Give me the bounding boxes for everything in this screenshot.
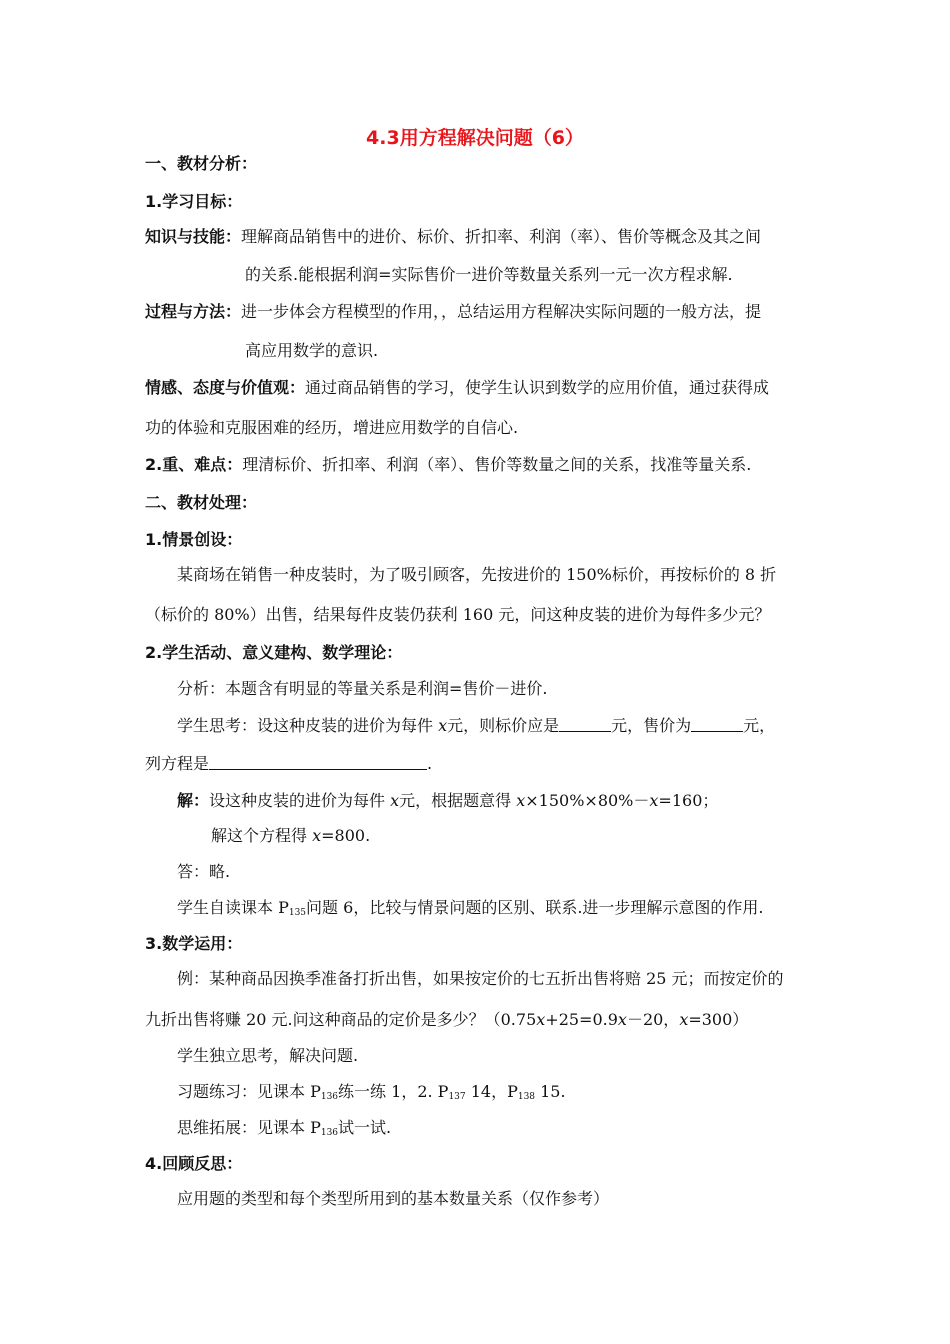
example-text: 例：某种商品因换季准备打折出售，如果按定价的七五折出售将赔 25 元；而按定价的 bbox=[177, 969, 784, 988]
goal-process bbox=[145, 302, 761, 322]
practice-exercises bbox=[177, 1082, 566, 1107]
scenario-text: 某商场在销售一种皮装时，为了吸引顾客，先按进价的 150%标价，再按标价的 8 折 bbox=[177, 565, 777, 584]
goal-knowledge-label: 知识与技能： bbox=[145, 227, 242, 246]
subheading-math-application: 3.数学运用： bbox=[145, 934, 243, 953]
variable-x: x bbox=[516, 791, 526, 810]
solve-equation-line bbox=[211, 826, 370, 846]
variable-x: x bbox=[536, 1010, 546, 1029]
thinking-text: 学生思考：设这种皮装的进价为每件 bbox=[177, 716, 439, 735]
section-heading-textbook-analysis: 一、教材分析： bbox=[145, 154, 258, 173]
goal-knowledge-text-cont: 的关系.能根据利润=实际售价一进价等数量关系列一元一次方程求解. bbox=[245, 265, 733, 284]
key-points-label: 2.重、难点： bbox=[145, 455, 243, 474]
variable-x: x bbox=[679, 1010, 689, 1029]
extension-text: 试一试. bbox=[338, 1118, 392, 1137]
solve-text: 解这个方程得 bbox=[211, 826, 313, 845]
subheading-student-activity: 2.学生活动、意义建构、数学理论： bbox=[145, 643, 403, 662]
goal-emotion-text: 通过商品销售的学习，使学生认识到数学的应用价值，通过获得成 bbox=[305, 378, 770, 397]
equation-prompt bbox=[145, 754, 432, 774]
review-text: 应用题的类型和每个类型所用到的基本数量关系（仅作参考） bbox=[177, 1189, 610, 1208]
solve-text: =800. bbox=[321, 826, 371, 845]
variable-x: x bbox=[617, 1010, 627, 1029]
self-reading bbox=[177, 898, 764, 923]
subheading-review: 4.回顾反思： bbox=[145, 1154, 243, 1173]
page-subscript: 138 bbox=[517, 1092, 536, 1102]
subheading-learning-goals: 1.学习目标： bbox=[145, 192, 243, 211]
goal-process-text-cont: 高应用数学的意识. bbox=[245, 341, 379, 360]
subheading-scenario: 1.情景创设： bbox=[145, 530, 243, 549]
key-points-text: 理清标价、折扣率、利润（率）、售价等数量之间的关系，找准等量关系. bbox=[242, 455, 752, 474]
goal-process-text: 进一步体会方程模型的作用，，总结运用方程解决实际问题的一般方法，提 bbox=[241, 302, 762, 321]
practice-text: 15. bbox=[535, 1082, 566, 1101]
self-reading-text: 学生自读课本 P bbox=[177, 898, 289, 917]
goal-process-label: 过程与方法： bbox=[145, 302, 242, 321]
solution-line bbox=[177, 791, 718, 811]
solution-text: =160； bbox=[658, 791, 719, 810]
solution-text: 元，根据题意得 bbox=[399, 791, 517, 810]
self-reading-text: 问题 6，比较与情景问题的区别、联系.进一步理解示意图的作用. bbox=[306, 898, 764, 917]
key-points bbox=[145, 455, 751, 475]
practice-text: 习题练习：见课本 P bbox=[177, 1082, 321, 1101]
blank-equation bbox=[209, 754, 427, 770]
page-subscript: 137 bbox=[448, 1092, 466, 1102]
practice-text: 14，P bbox=[465, 1082, 518, 1101]
thinking-text: 元， bbox=[743, 716, 776, 735]
solution-text: 设这种皮装的进价为每件 bbox=[209, 791, 391, 810]
analysis-text: 分析：本题含有明显的等量关系是利润=售价－进价. bbox=[177, 679, 548, 698]
blank-marked-price bbox=[559, 716, 611, 732]
example-text: =300） bbox=[688, 1010, 749, 1029]
goal-emotion-text-cont: 功的体验和克服困难的经历，增进应用数学的自信心. bbox=[145, 418, 519, 437]
variable-x: x bbox=[312, 826, 322, 845]
scenario-text-cont: （标价的 80%）出售，结果每件皮装仍获利 160 元，问这种皮装的进价为每件多少元？ bbox=[145, 605, 771, 624]
goal-emotion-label: 情感、态度与价值观： bbox=[145, 378, 306, 397]
variable-x: x bbox=[390, 791, 400, 810]
section-heading-processing: 二、教材处理： bbox=[145, 493, 258, 512]
blank-selling-price bbox=[691, 716, 743, 732]
thinking-text: 元，售价为 bbox=[611, 716, 692, 735]
example-text-cont bbox=[145, 1010, 748, 1030]
goal-knowledge-text: 理解商品销售中的进价、标价、折扣率、利润（率）、售价等概念及其之间 bbox=[241, 227, 762, 246]
example-text: +25=0.9 bbox=[545, 1010, 618, 1029]
equation-prompt-text: 列方程是 bbox=[145, 754, 210, 773]
page-subscript: 136 bbox=[320, 1128, 339, 1138]
page-subscript: 135 bbox=[288, 908, 307, 918]
page-subscript: 136 bbox=[320, 1092, 339, 1102]
variable-x: x bbox=[649, 791, 659, 810]
practice-text: 练一练 1，2. P bbox=[338, 1082, 449, 1101]
independent-thinking: 学生独立思考，解决问题. bbox=[177, 1046, 359, 1065]
page-title: 4.3用方程解决问题（6） bbox=[366, 127, 584, 149]
answer-text: 答：略. bbox=[177, 862, 231, 881]
goal-emotion bbox=[145, 378, 769, 398]
thinking-extension bbox=[177, 1118, 391, 1143]
example-text: －20， bbox=[626, 1010, 680, 1029]
variable-x: x bbox=[438, 716, 448, 735]
thinking-text: 元，则标价应是 bbox=[447, 716, 560, 735]
equation-prompt-text: . bbox=[427, 754, 433, 773]
extension-text: 思维拓展：见课本 P bbox=[177, 1118, 321, 1137]
goal-knowledge bbox=[145, 227, 761, 247]
student-thinking bbox=[177, 716, 775, 736]
solution-label: 解： bbox=[177, 791, 210, 810]
example-text: 九折出售将赚 20 元.问这种商品的定价是多少？（0.75 bbox=[145, 1010, 537, 1029]
solution-text: ×150%×80%－ bbox=[525, 791, 650, 810]
